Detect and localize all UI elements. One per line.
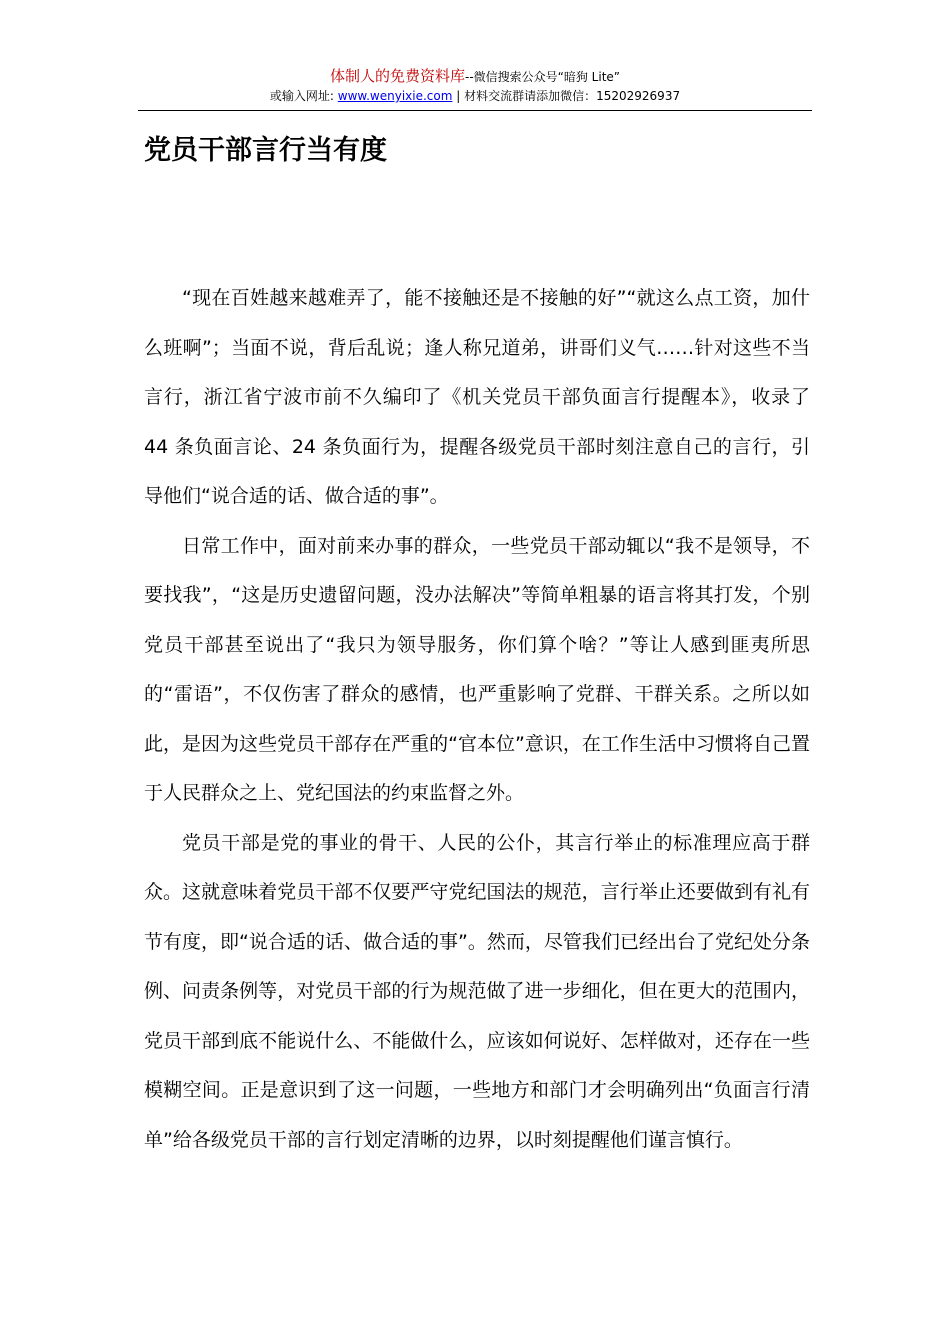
brand-name: 体制人的免费资料库 <box>329 67 465 85</box>
header-contact-line <box>138 87 812 105</box>
url-prefix: 或输入网址: <box>269 89 334 103</box>
header-banner <box>138 66 812 87</box>
header-tagline: --微信搜索公众号“暗狗 Lite” <box>464 70 621 84</box>
paragraph: 日常工作中，面对前来办事的群众，一些党员干部动辄以“我不是领导，不要找我”，“这是历史遗留问题，没办法解决”等简单粗暴的语言将其打发，个别党员干部甚至说出了“我只为领导服务，你们算个啥？”等让人感到匪夷所思的“雷语”，不仅伤害了群众的感情，也严重影响了党群、干群关系。之所以如此，是因为这些党员干部存在严重的“官本位”意识，在工作生活中习惯将自己置于人民群众之上、党纪国法的约束监督之外。 <box>144 534 810 804</box>
document-title: 党员干部言行当有度 <box>144 135 387 166</box>
contact-info: | 材料交流群请添加微信：15202926937 <box>456 89 681 103</box>
website-link[interactable]: www.wenyixie.com <box>337 89 453 103</box>
document-body <box>144 274 810 1165</box>
paragraph: “现在百姓越来越难弄了，能不接触还是不接触的好”“就这么点工资，加什么班啊”；当面不说，背后乱说；逢人称兄道弟，讲哥们义气……针对这些不当言行，浙江省宁波市前不久编印了《机关党员干部负面言行提醒本》，收录了 44 条负面言论、24 条负面行为，提醒各级党员干部时刻注意自己的言行，引导他们“说合适的话、做合适的事”。 <box>144 287 810 507</box>
page-header <box>138 66 812 105</box>
header-divider <box>138 110 812 111</box>
paragraph: 党员干部是党的事业的骨干、人民的公仆，其言行举止的标准理应高于群众。这就意味着党员干部不仅要严守党纪国法的规范，言行举止还要做到有礼有节有度，即“说合适的话、做合适的事”。然而，尽管我们已经出台了党纪处分条例、问责条例等，对党员干部的行为规范做了进一步细化，但在更大的范围内，党员干部到底不能说什么、不能做什么，应该如何说好、怎样做对，还存在一些模糊空间。正是意识到了这一问题，一些地方和部门才会明确列出“负面言行清单”给各级党员干部的言行划定清晰的边界，以时刻提醒他们谨言慎行。 <box>144 831 810 1151</box>
